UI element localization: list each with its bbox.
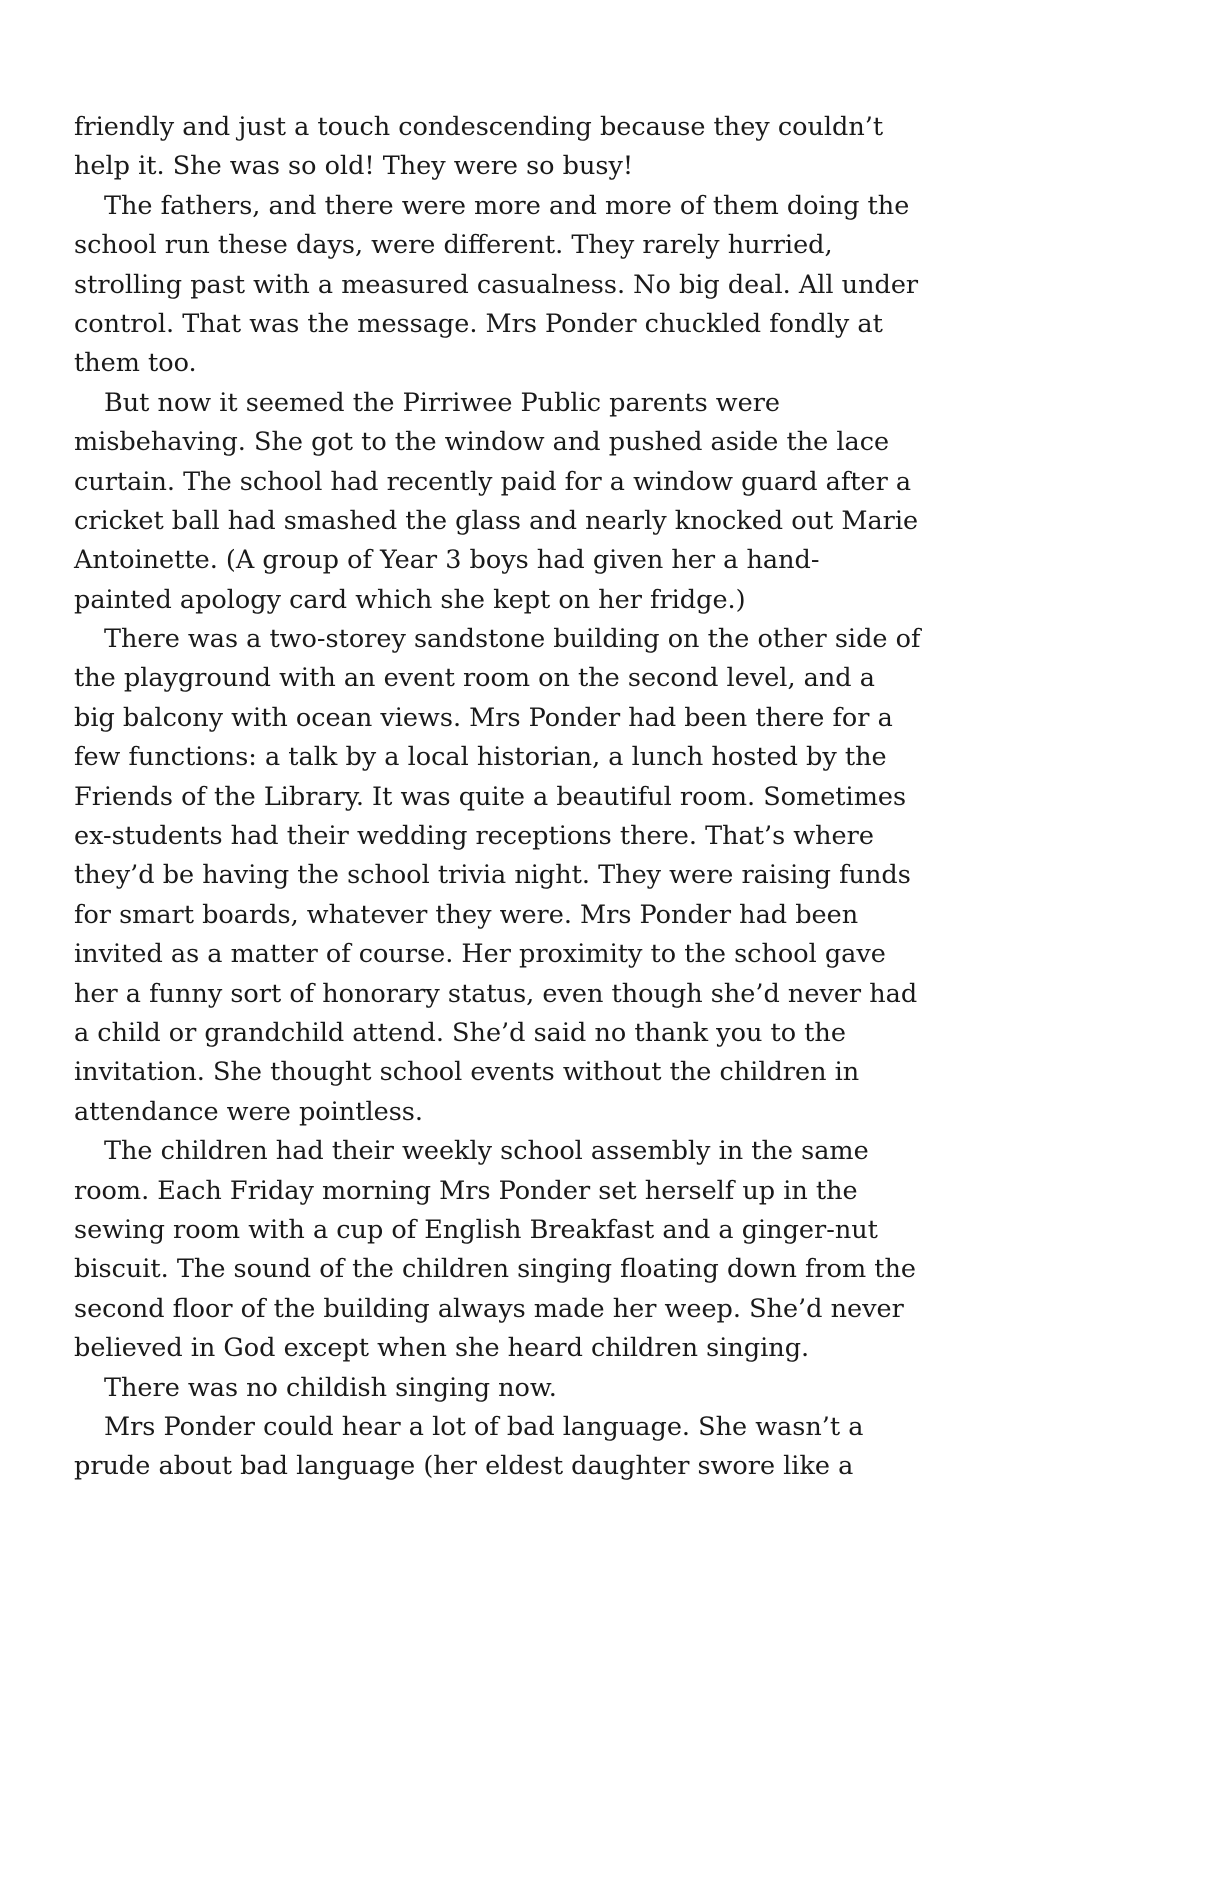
text-line: strolling past with a measured casualness. No big deal. All under	[74, 269, 919, 300]
text-line: biscuit. The sound of the children singing floating down from the	[74, 1254, 917, 1285]
text-line: attendance were pointless.	[74, 1096, 423, 1127]
text-line: ex-students had their wedding receptions there. That’s where	[74, 821, 874, 852]
paragraph-first-line: But now it seemed the Pirriwee Public parents were	[104, 387, 780, 418]
text-line: cricket ball had smashed the glass and nearly knocked out Marie	[74, 505, 919, 536]
text-line: Antoinette. (A group of Year 3 boys had given her a hand-	[74, 545, 820, 576]
paragraph-first-line: There was a two-storey sandstone building on the other side of	[104, 624, 921, 655]
text-line: sewing room with a cup of English Breakfast and a ginger-nut	[74, 1214, 878, 1245]
text-line: friendly and just a touch condescending because they couldn’t	[74, 112, 884, 142]
text-line: prude about bad language (her eldest daughter swore like a	[74, 1451, 854, 1482]
text-line: a child or grandchild attend. She’d said no thank you to the	[74, 1017, 846, 1048]
text-line: school run these days, were different. They rarely hurried,	[74, 230, 833, 261]
text-line: painted apology card which she kept on her fridge.)	[74, 584, 746, 615]
paragraph-first-line: The children had their weekly school assembly in the same	[104, 1136, 869, 1167]
text-line: Friends of the Library. It was quite a beautiful room. Sometimes	[74, 781, 907, 812]
text-line: them too.	[74, 348, 197, 379]
text-line: help it. She was so old! They were so busy!	[74, 151, 634, 182]
text-line: misbehaving. She got to the window and pushed aside the lace	[74, 427, 890, 458]
text-line: invitation. She thought school events without the children in	[74, 1057, 860, 1088]
text-line: they’d be having the school trivia night. They were raising funds	[74, 860, 911, 891]
text-line: control. That was the message. Mrs Ponder chuckled fondly at	[74, 308, 883, 339]
text-line: second floor of the building always made her weep. She’d never	[74, 1293, 904, 1324]
text-line: room. Each Friday morning Mrs Ponder set herself up in the	[74, 1175, 858, 1206]
text-line: her a funny sort of honorary status, even though she’d never had	[74, 978, 918, 1009]
text-line: big balcony with ocean views. Mrs Ponder had been there for a	[74, 702, 893, 733]
text-line: believed in God except when she heard children singing.	[74, 1333, 810, 1364]
text-line: curtain. The school had recently paid for a window guard after a	[74, 466, 912, 497]
paragraph-first-line: There was no childish singing now.	[104, 1372, 557, 1403]
body-text	[74, 108, 944, 1487]
paragraph-first-line: Mrs Ponder could hear a lot of bad language. She wasn’t a	[104, 1411, 864, 1442]
text-line: few functions: a talk by a local historian, a lunch hosted by the	[74, 742, 887, 773]
text-line: invited as a matter of course. Her proximity to the school gave	[74, 939, 886, 970]
text-line: the playground with an event room on the second level, and a	[74, 663, 875, 694]
paragraph-first-line: The fathers, and there were more and more of them doing the	[104, 190, 910, 221]
text-line: for smart boards, whatever they were. Mrs Ponder had been	[74, 899, 859, 930]
